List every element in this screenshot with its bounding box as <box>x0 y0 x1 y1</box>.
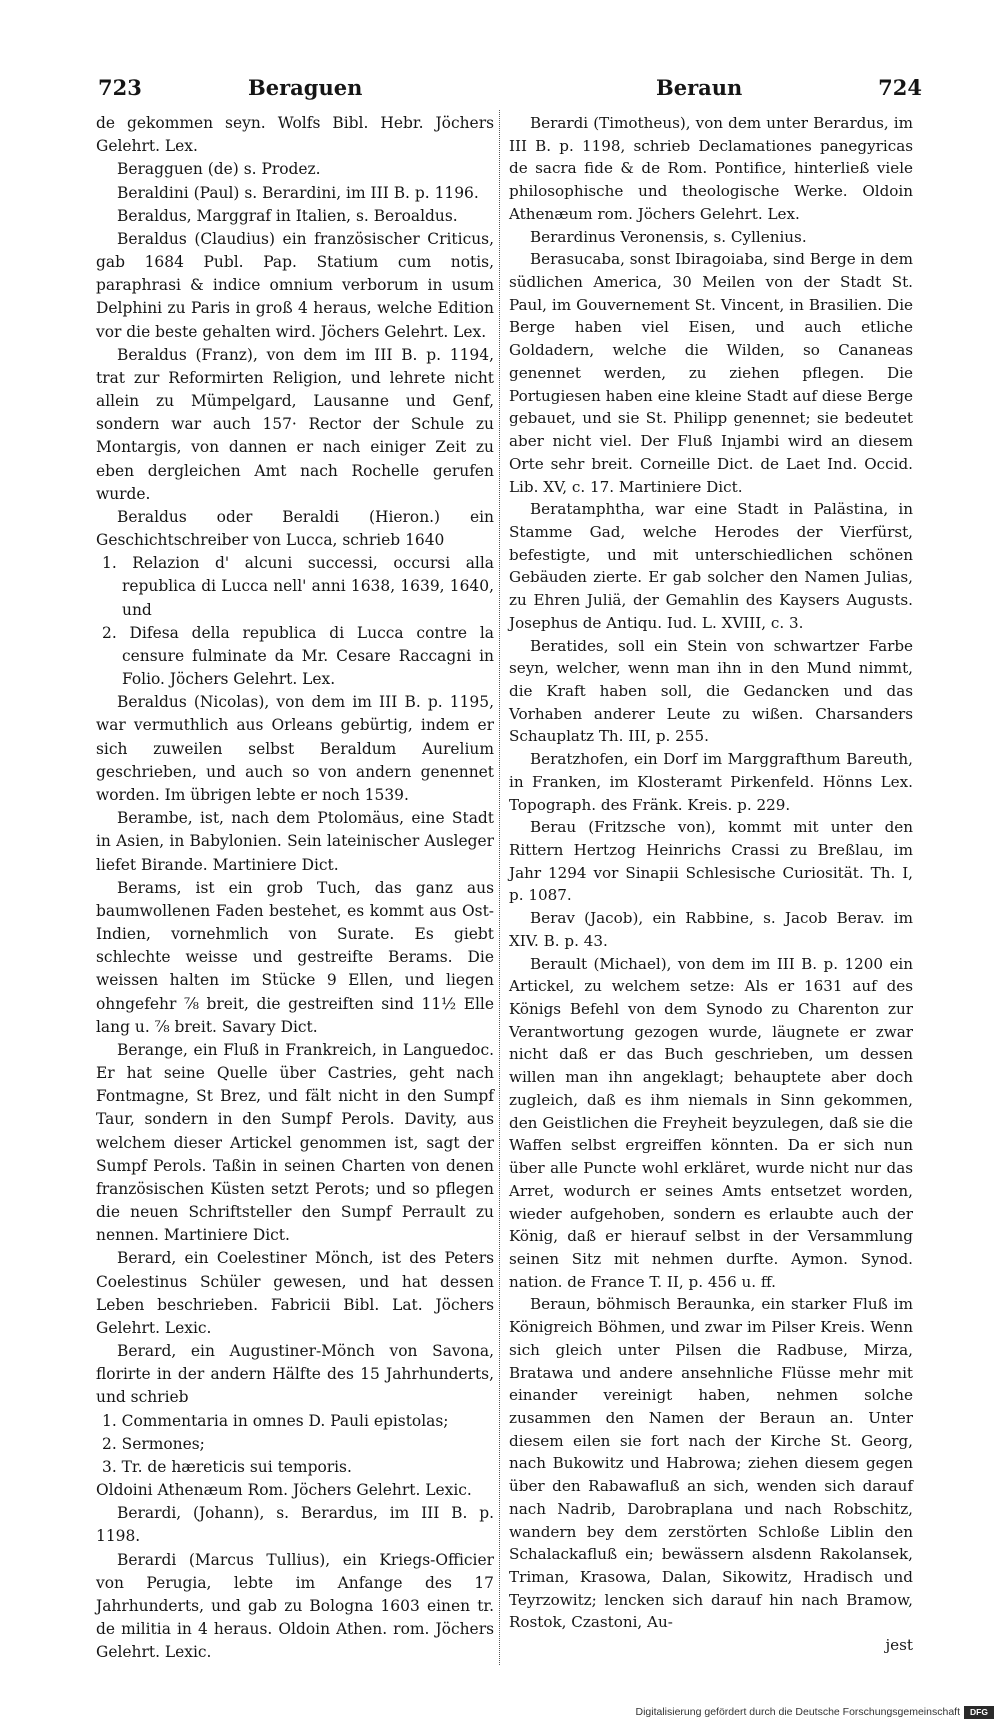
list-item: 2. Difesa della republica di Lucca contre la censure fulminate da Mr. Cesare Raccagni in Folio. Jöchers Gelehrt. Lex. <box>102 623 494 689</box>
page-number-left: 723 <box>98 75 142 100</box>
entry-paragraph: Berau (Fritzsche von), kommt mit unter den Rittern Hertzog Heinrichs Crassi zu Breßlau, im Jahr 1294 vor Sinapii Schlesische Curiosität. Th. I, p. 1087. <box>509 818 913 905</box>
page-number-right: 724 <box>878 75 922 100</box>
right-column <box>509 112 913 1657</box>
entry-paragraph: Beraldini (Paul) s. Berardini, im III B. p. 1196. <box>117 183 479 202</box>
entry-paragraph: Berard, ein Coelestiner Mönch, ist des Peters Coelestinus Schüler gewesen, und hat dessen Leben beschrieben. Fabricii Bibl. Lat. Jöchers Gelehrt. Lexic. <box>96 1249 494 1337</box>
entry-paragraph: Beraldus (Nicolas), von dem im III B. p. 1195, war vermuthlich aus Orleans gebürtig, indem er sich zuweilen selbst Beraldum Aurelium geschrieben, und auch so von andern genennet worden. Im übrigen lebte er noch 1539. <box>96 693 494 804</box>
running-header <box>78 74 922 106</box>
entry-paragraph: Beraldus oder Beraldi (Hieron.) ein Geschichtschreiber von Lucca, schrieb 1640 <box>96 507 494 550</box>
column-divider <box>499 110 500 1665</box>
entry-paragraph: Beratzhofen, ein Dorf im Marggrafthum Bareuth, in Franken, im Klosteramt Pirkenfeld. Hönns Lex. Topograph. des Fränk. Kreis. p. 229. <box>509 750 913 814</box>
footer-credit: Digitalisierung gefördert durch die Deutsche Forschungsgemeinschaft <box>635 1706 960 1718</box>
entry-paragraph: Berardi (Marcus Tullius), ein Kriegs-Officier von Perugia, lebte im Anfange des 17 Jahrhunderts, und gab zu Bologna 1603 einen tr. de militia in 4 heraus. Oldoin Athen. rom. Jöchers Gelehrt. Lexic. <box>96 1550 494 1662</box>
header-keyword-right: Beraun <box>656 75 743 100</box>
entry-paragraph: Beraun, böhmisch Beraunka, ein starker Fluß im Königreich Böhmen, und zwar im Pilser Kreis. Wenn sich gleich unter Pilsen die Radbuse, Mirza, Bratawa und andere ansehnliche Flüsse mehr mit einander vereinigt haben, nehmen solche zusammen den Namen der Beraun an. Unter diesem eilen sie fort nach der Kirche St. Georg, nach Bukowitz und Habrowa; ziehen diesem gegen über den Rabawafluß an sich, wenden sich darauf nach Nadrib, Darobraplana und nach Robschitz, wandern bey dem zerstörten Schloße Liblin den Schalackafluß ein; bewässern alsdenn Rakolansek, Triman, Krasowa, Dalan, Sikowitz, Hradisch und Teyrzowitz; lencken sich darauf hin nach Bramow, Rostok, Czastoni, Au- <box>509 1295 913 1632</box>
entry-paragraph: Berange, ein Fluß in Frankreich, in Languedoc. Er hat seine Quelle über Castries, geht nach Fontmagne, St Brez, und fält nicht in den Sumpf Taur, sondern in den Sumpf Perols. Davity, aus welchem dieser Artickel genommen ist, sagt der Sumpf Perols. Taßin in seinen Charten von denen französischen Küsten setzt Perots; und so pflegen die neuen Schriftsteller den Sumpf Perrault zu nennen. Martiniere Dict. <box>96 1040 494 1245</box>
entry-paragraph: Berasucaba, sonst Ibiragoiaba, sind Berge in dem südlichen America, 30 Meilen von der Stadt St. Paul, im Gouvernement St. Vincent, in Brasilien. Die Berge haben viel Eisen, und auch etliche Goldadern, welche die Wilden, so Cananeas genennet werden, zu ziehen pflegen. Die Portugiesen haben eine kleine Stadt auf diese Berge gebauet, und sie St. Philipp genennet; sie bedeutet aber nicht viel. Der Fluß Injambi wird an diesem Orte sehr breit. Corneille Dict. de Laet Ind. Occid. Lib. XV, c. 17. Martiniere Dict. <box>509 250 913 496</box>
header-keyword-left: Beraguen <box>248 75 363 100</box>
left-column <box>96 112 494 1665</box>
entry-paragraph: Berardi, (Johann), s. Berardus, im III B. p. 1198. <box>96 1504 494 1546</box>
entry-paragraph: Beragguen (de) s. Prodez. <box>117 160 321 179</box>
entry-paragraph: Berambe, ist, nach dem Ptolomäus, eine Stadt in Asien, in Babylonien. Sein lateinischer Ausleger liefet Birande. Martiniere Dict. <box>96 809 494 874</box>
entry-paragraph: de gekommen seyn. Wolfs Bibl. Hebr. Jöchers Gelehrt. Lex. <box>96 114 494 156</box>
footer <box>0 1702 1000 1723</box>
entry-paragraph: Beraldus (Franz), von dem im III B. p. 1194, trat zur Reformirten Religion, und lehrete nicht allein zu Mümpelgard, Lausanne und Genf, sondern war auch 157· Rector der Schule zu Montargis, von dannen er nach einiger Zeit zu eben dergleichen Amt nach Rochelle gerufen wurde. <box>96 345 494 503</box>
list-item: 3. Tr. de hæreticis sui temporis. <box>102 1457 352 1476</box>
entry-paragraph: Beratamphtha, war eine Stadt in Palästina, in Stamme Gad, welche Herodes der Vierfürst, befestigte, und mit unterschiedlichen schönen Gebäuden zierte. Er gab solcher den Namen Julias, zu Ehren Juliä, der Gemahlin des Kaysers Augusts. Josephus de Antiqu. Iud. L. XVIII, c. 3. <box>509 500 913 632</box>
dfg-logo-icon: DFG <box>964 1706 994 1719</box>
list-item: 2. Sermones; <box>102 1434 205 1453</box>
entry-paragraph: Oldoini Athenæum Rom. Jöchers Gelehrt. Lexic. <box>96 1481 472 1500</box>
list-item: 1. Commentaria in omnes D. Pauli epistolas; <box>102 1411 449 1430</box>
entry-paragraph: Berard, ein Augustiner-Mönch von Savona, florirte in der andern Hälfte des 15 Jahrhunderts, und schrieb <box>96 1342 494 1407</box>
entry-paragraph: Berardi (Timotheus), von dem unter Berardus, im III B. p. 1198, schrieb Declamationes panegyricas de sacra fide & de Rom. Pontifice, hinterließ viele philosophische und theologische Werke. Oldoin Athenæum rom. Jöchers Gelehrt. Lex. <box>509 114 913 223</box>
list-item: 1. Relazion d' alcuni successi, occursi alla republica di Lucca nell' anni 1638, 1639, 1640, und <box>102 554 494 619</box>
entry-paragraph: Beraldus, Marggraf in Italien, s. Beroaldus. <box>117 206 458 225</box>
entry-paragraph: Beraldus (Claudius) ein französischer Criticus, gab 1684 Publ. Pap. Statium cum notis, paraphrasi & indice omnium verborum in usum Delphini zu Paris in groß 4 heraus, welche Edition vor die beste gehalten wird. Jöchers Gelehrt. Lex. <box>96 229 494 341</box>
entry-paragraph: Beratides, soll ein Stein von schwartzer Farbe seyn, welcher, wenn man ihn in den Mund nimmt, die Kraft haben soll, die Gedancken und das Vorhaben anderer Leute zu wißen. Charsanders Schauplatz Th. III, p. 255. <box>509 636 913 746</box>
entry-paragraph: Berardinus Veronensis, s. Cyllenius. <box>530 227 807 246</box>
entry-paragraph: Berault (Michael), von dem im III B. p. 1200 ein Artickel, zu welchem setze: Als er 1631 auf des Königs Befehl von dem Synodo zu Charenton zur Verantwortung gezogen wurde, läugnete er zwar nicht daß er das Buch geschrieben, um dessen willen man ihn angeklagt; behauptete aber doch zugleich, daß es ihm niemals in Sinn gekommen, den Geistlichen die Freyheit beyzulegen, daß sie die Waffen selbst ergreiffen könnten. Da er sich nun über alle Puncte wohl erkläret, wurde nicht nur das Arret, wodurch er seines Amts entsetzet worden, wieder aufgehoben, sondern es erlaubte auch der König, daß er hierauf selbst in der Versammlung seinen Sitz mit nehmen durfte. Aymon. Synod. nation. de France T. II, p. 456 u. ff. <box>509 954 913 1291</box>
entry-paragraph: Berams, ist ein grob Tuch, das ganz aus baumwollenen Faden bestehet, es kommt aus Ost-Indien, vornehmlich von Surate. Es giebt schlechte weisse und gestreifte Berams. Die weissen halten im Stücke 9 Ellen, und liegen ohngefehr ⅞ breit, die gestreiften sind 11½ Elle lang u. ⅞ breit. Savary Dict. <box>96 878 494 1036</box>
catchword: jest <box>885 1636 913 1655</box>
entry-paragraph: Berav (Jacob), ein Rabbine, s. Jacob Berav. im XIV. B. p. 43. <box>509 909 913 950</box>
